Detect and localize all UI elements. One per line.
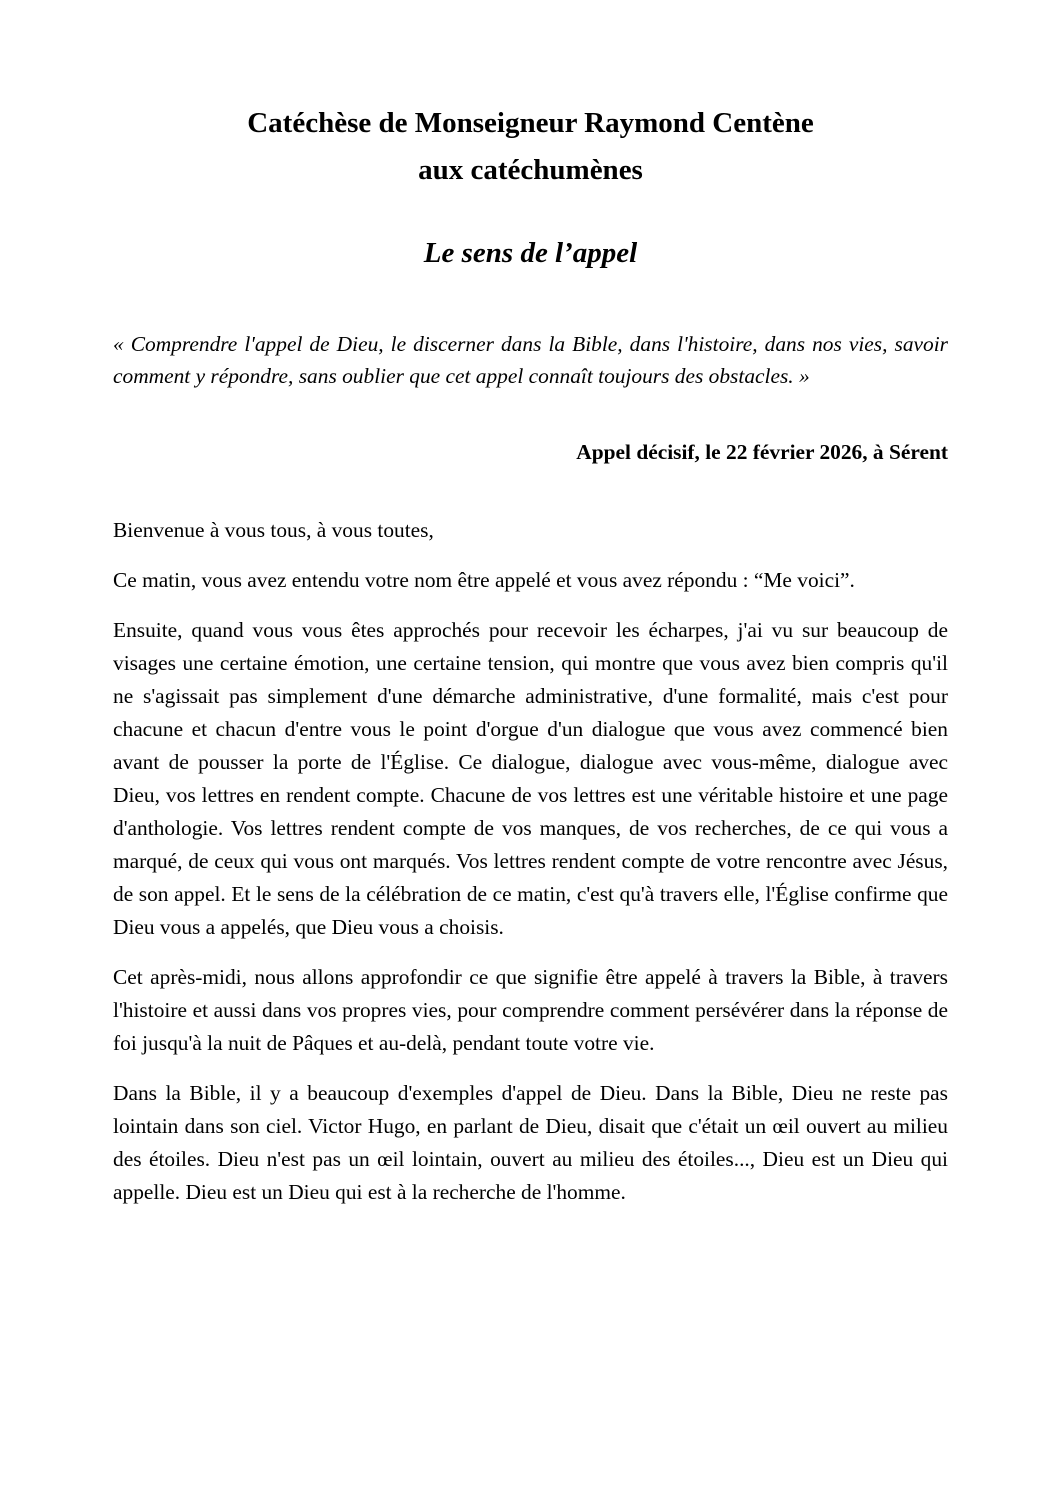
dateline: Appel décisif, le 22 février 2026, à Sérent <box>576 440 948 464</box>
document-title-line-1: Catéchèse de Monseigneur Raymond Centène <box>247 107 814 139</box>
paragraph-ensuite: Ensuite, quand vous vous êtes approchés pour recevoir les écharpes, j'ai vu sur beaucoup de visages une certaine émotion, une certaine tension, qui montre que vous avez bien compris qu'il ne s'agissait pas simplement d'une démarche administrative, d'une formalité, mais c'est pour chacune et chacun d'entre vous le point d'orgue d'un dialogue que vous avez commencé bien avant de pousser la porte de l'Église. Ce dialogue, dialogue avec vous-même, dialogue avec Dieu, vos lettres en rendent compte. Chacune de vos lettres est une véritable histoire et une page d'anthologie. Vos lettres rendent compte de vos manques, de vos recherches, de ce qui vous a marqué, de ceux qui vous ont marqués. Vos lettres rendent compte de votre rencontre avec Jésus, de son appel. Et le sens de la célébration de ce matin, c'est qu'à travers elle, l'Église confirme que Dieu vous a appelés, que Dieu vous a choisis. <box>113 618 948 939</box>
document-title-line-2: aux catéchumènes <box>418 154 643 186</box>
document-title <box>113 100 948 194</box>
document-body <box>113 514 948 1209</box>
paragraph-greeting: Bienvenue à vous tous, à vous toutes, <box>113 518 434 542</box>
document-content <box>113 0 948 1209</box>
paragraph-ce-matin: Ce matin, vous avez entendu votre nom être appelé et vous avez répondu : “Me voici”. <box>113 568 855 592</box>
paragraph-cet-apres-midi: Cet après-midi, nous allons approfondir ce que signifie être appelé à travers la Bible, à travers l'histoire et aussi dans vos propres vies, pour comprendre comment persévérer dans la réponse de foi jusqu'à la nuit de Pâques et au-delà, pendant toute votre vie. <box>113 965 948 1055</box>
paragraph-dans-la-bible: Dans la Bible, il y a beaucoup d'exemples d'appel de Dieu. Dans la Bible, Dieu ne reste pas lointain dans son ciel. Victor Hugo, en parlant de Dieu, disait que c'était un œil ouvert au milieu des étoiles. Dieu n'est pas un œil lointain, ouvert au milieu des étoiles..., Dieu est un Dieu qui appelle. Dieu est un Dieu qui est à la recherche de l'homme. <box>113 1081 948 1204</box>
document-subtitle: Le sens de l’appel <box>423 237 638 269</box>
epigraph-quote: « Comprendre l'appel de Dieu, le discerner dans la Bible, dans l'histoire, dans nos vies, savoir comment y répondre, sans oublier que cet appel connaît toujours des obstacles. » <box>113 332 948 388</box>
